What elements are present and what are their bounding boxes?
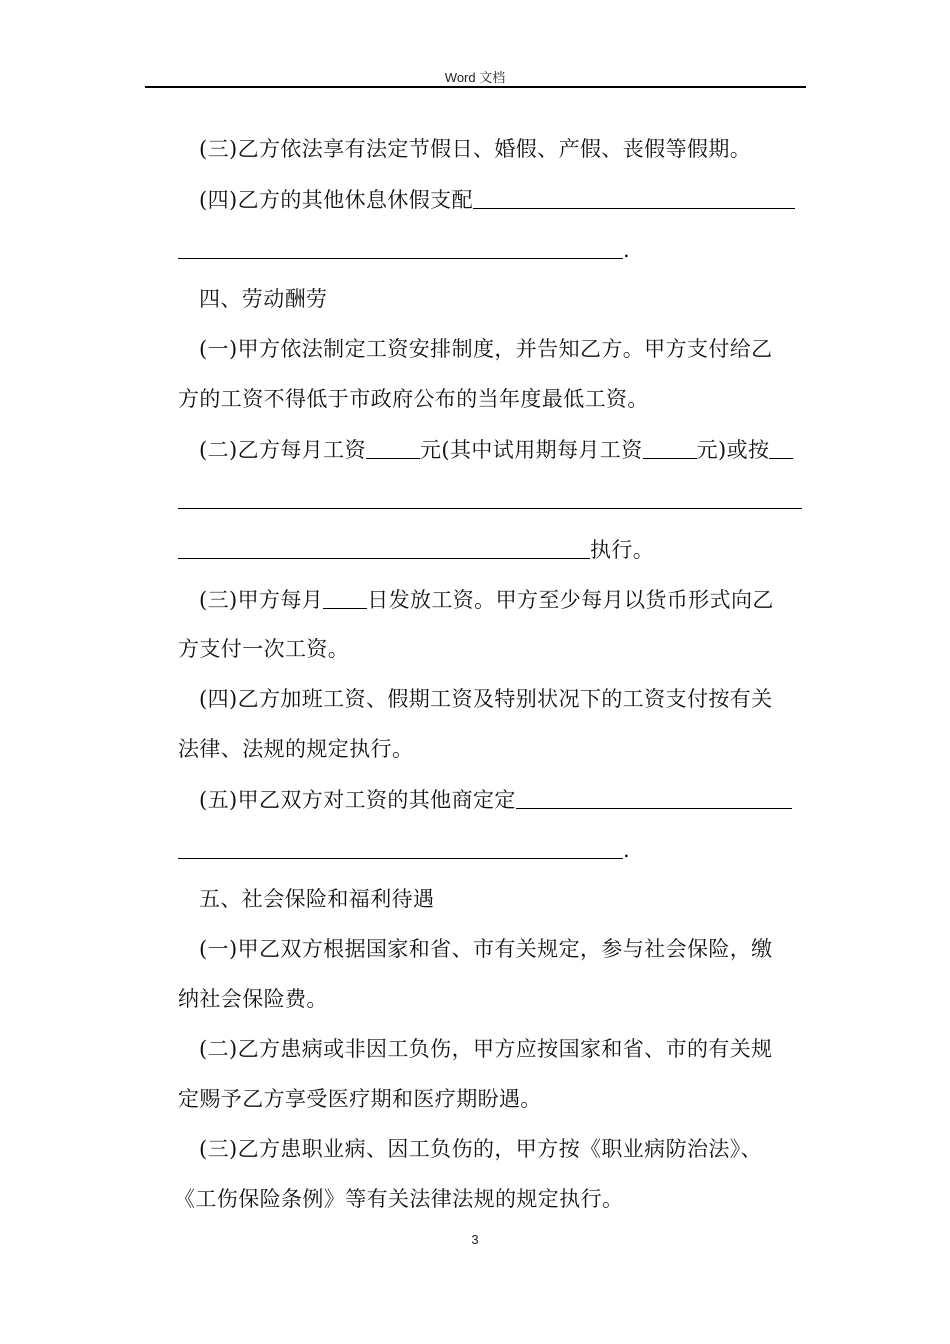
text: . [623, 838, 631, 862]
fill-blank[interactable] [178, 836, 623, 859]
text: (五)甲乙双方对工资的其他商定定 [199, 788, 516, 812]
clause-4-2-end [178, 534, 654, 565]
text: (一)甲方依法制定工资安排制度，并告知乙方。甲方支付给乙 [199, 337, 773, 361]
text: 定赐予乙方享受医疗期和医疗期盼遇。 [178, 1087, 542, 1111]
fill-blank[interactable] [178, 236, 623, 259]
fill-blank[interactable] [178, 486, 802, 509]
text: (三)乙方患职业病、因工负伤的，甲方按《职业病防治法》、 [199, 1137, 763, 1161]
text: 执行。 [590, 538, 655, 562]
clause-4-2 [199, 434, 793, 465]
probation-wage-blank[interactable] [643, 436, 697, 459]
clause-5-2 [199, 1034, 773, 1064]
text: . [623, 238, 631, 262]
clause-3-4 [199, 184, 795, 215]
clause-5-1 [199, 934, 773, 964]
page-number: 3 [471, 1232, 479, 1247]
text: 法律、法规的规定执行。 [178, 737, 414, 761]
text: 元)或按 [696, 438, 770, 462]
text: (二)乙方每月工资 [199, 438, 366, 462]
fill-blank[interactable] [516, 786, 792, 809]
clause-4-2-continued [178, 484, 802, 515]
text: 方支付一次工资。 [178, 637, 350, 661]
payday-blank[interactable] [323, 586, 367, 609]
fill-blank[interactable] [473, 186, 795, 209]
page-header-title: Word 文档 [444, 70, 506, 85]
fill-blank[interactable] [178, 536, 590, 559]
text: (二)乙方患病或非因工负伤，甲方应按国家和省、市的有关规 [199, 1037, 773, 1061]
clause-4-3-continued [178, 634, 349, 664]
text: 纳社会保险费。 [178, 987, 328, 1011]
text: 四、劳动酬劳 [199, 287, 328, 311]
clause-3-4-continued [178, 234, 630, 265]
fill-blank[interactable] [769, 436, 793, 459]
text: 元(其中试用期每月工资 [420, 438, 643, 462]
clause-5-1-continued [178, 984, 328, 1014]
text: (四)乙方加班工资、假期工资及特别状况下的工资支付按有关 [199, 687, 773, 711]
clause-5-3-continued [174, 1184, 623, 1214]
clause-4-3 [199, 584, 774, 615]
text: 《工伤保险条例》等有关法律法规的规定执行。 [174, 1187, 624, 1211]
clause-4-4 [199, 684, 773, 714]
clause-4-1-continued [178, 384, 649, 414]
clause-4-1 [199, 334, 773, 364]
clause-5-3 [199, 1134, 762, 1164]
text: 五、社会保险和福利待遇 [199, 887, 435, 911]
clause-4-5-continued [178, 834, 630, 865]
text: (三)乙方依法享有法定节假日、婚假、产假、丧假等假期。 [199, 137, 752, 161]
text: (三)甲方每月 [199, 588, 324, 612]
clause-5-2-continued [178, 1084, 542, 1114]
clause-4-5 [199, 784, 792, 815]
text: (四)乙方的其他休息休假支配 [199, 188, 473, 212]
monthly-wage-blank[interactable] [366, 436, 420, 459]
section-4-heading [199, 284, 327, 314]
text: 日发放工资。甲方至少每月以货币形式向乙 [367, 588, 774, 612]
section-5-heading [199, 884, 434, 914]
clause-4-4-continued [178, 734, 413, 764]
text: 方的工资不得低于市政府公布的当年度最低工资。 [178, 387, 649, 411]
text: (一)甲乙双方根据国家和省、市有关规定，参与社会保险，缴 [199, 937, 773, 961]
header-divider [145, 86, 806, 88]
clause-3-3 [199, 134, 751, 164]
